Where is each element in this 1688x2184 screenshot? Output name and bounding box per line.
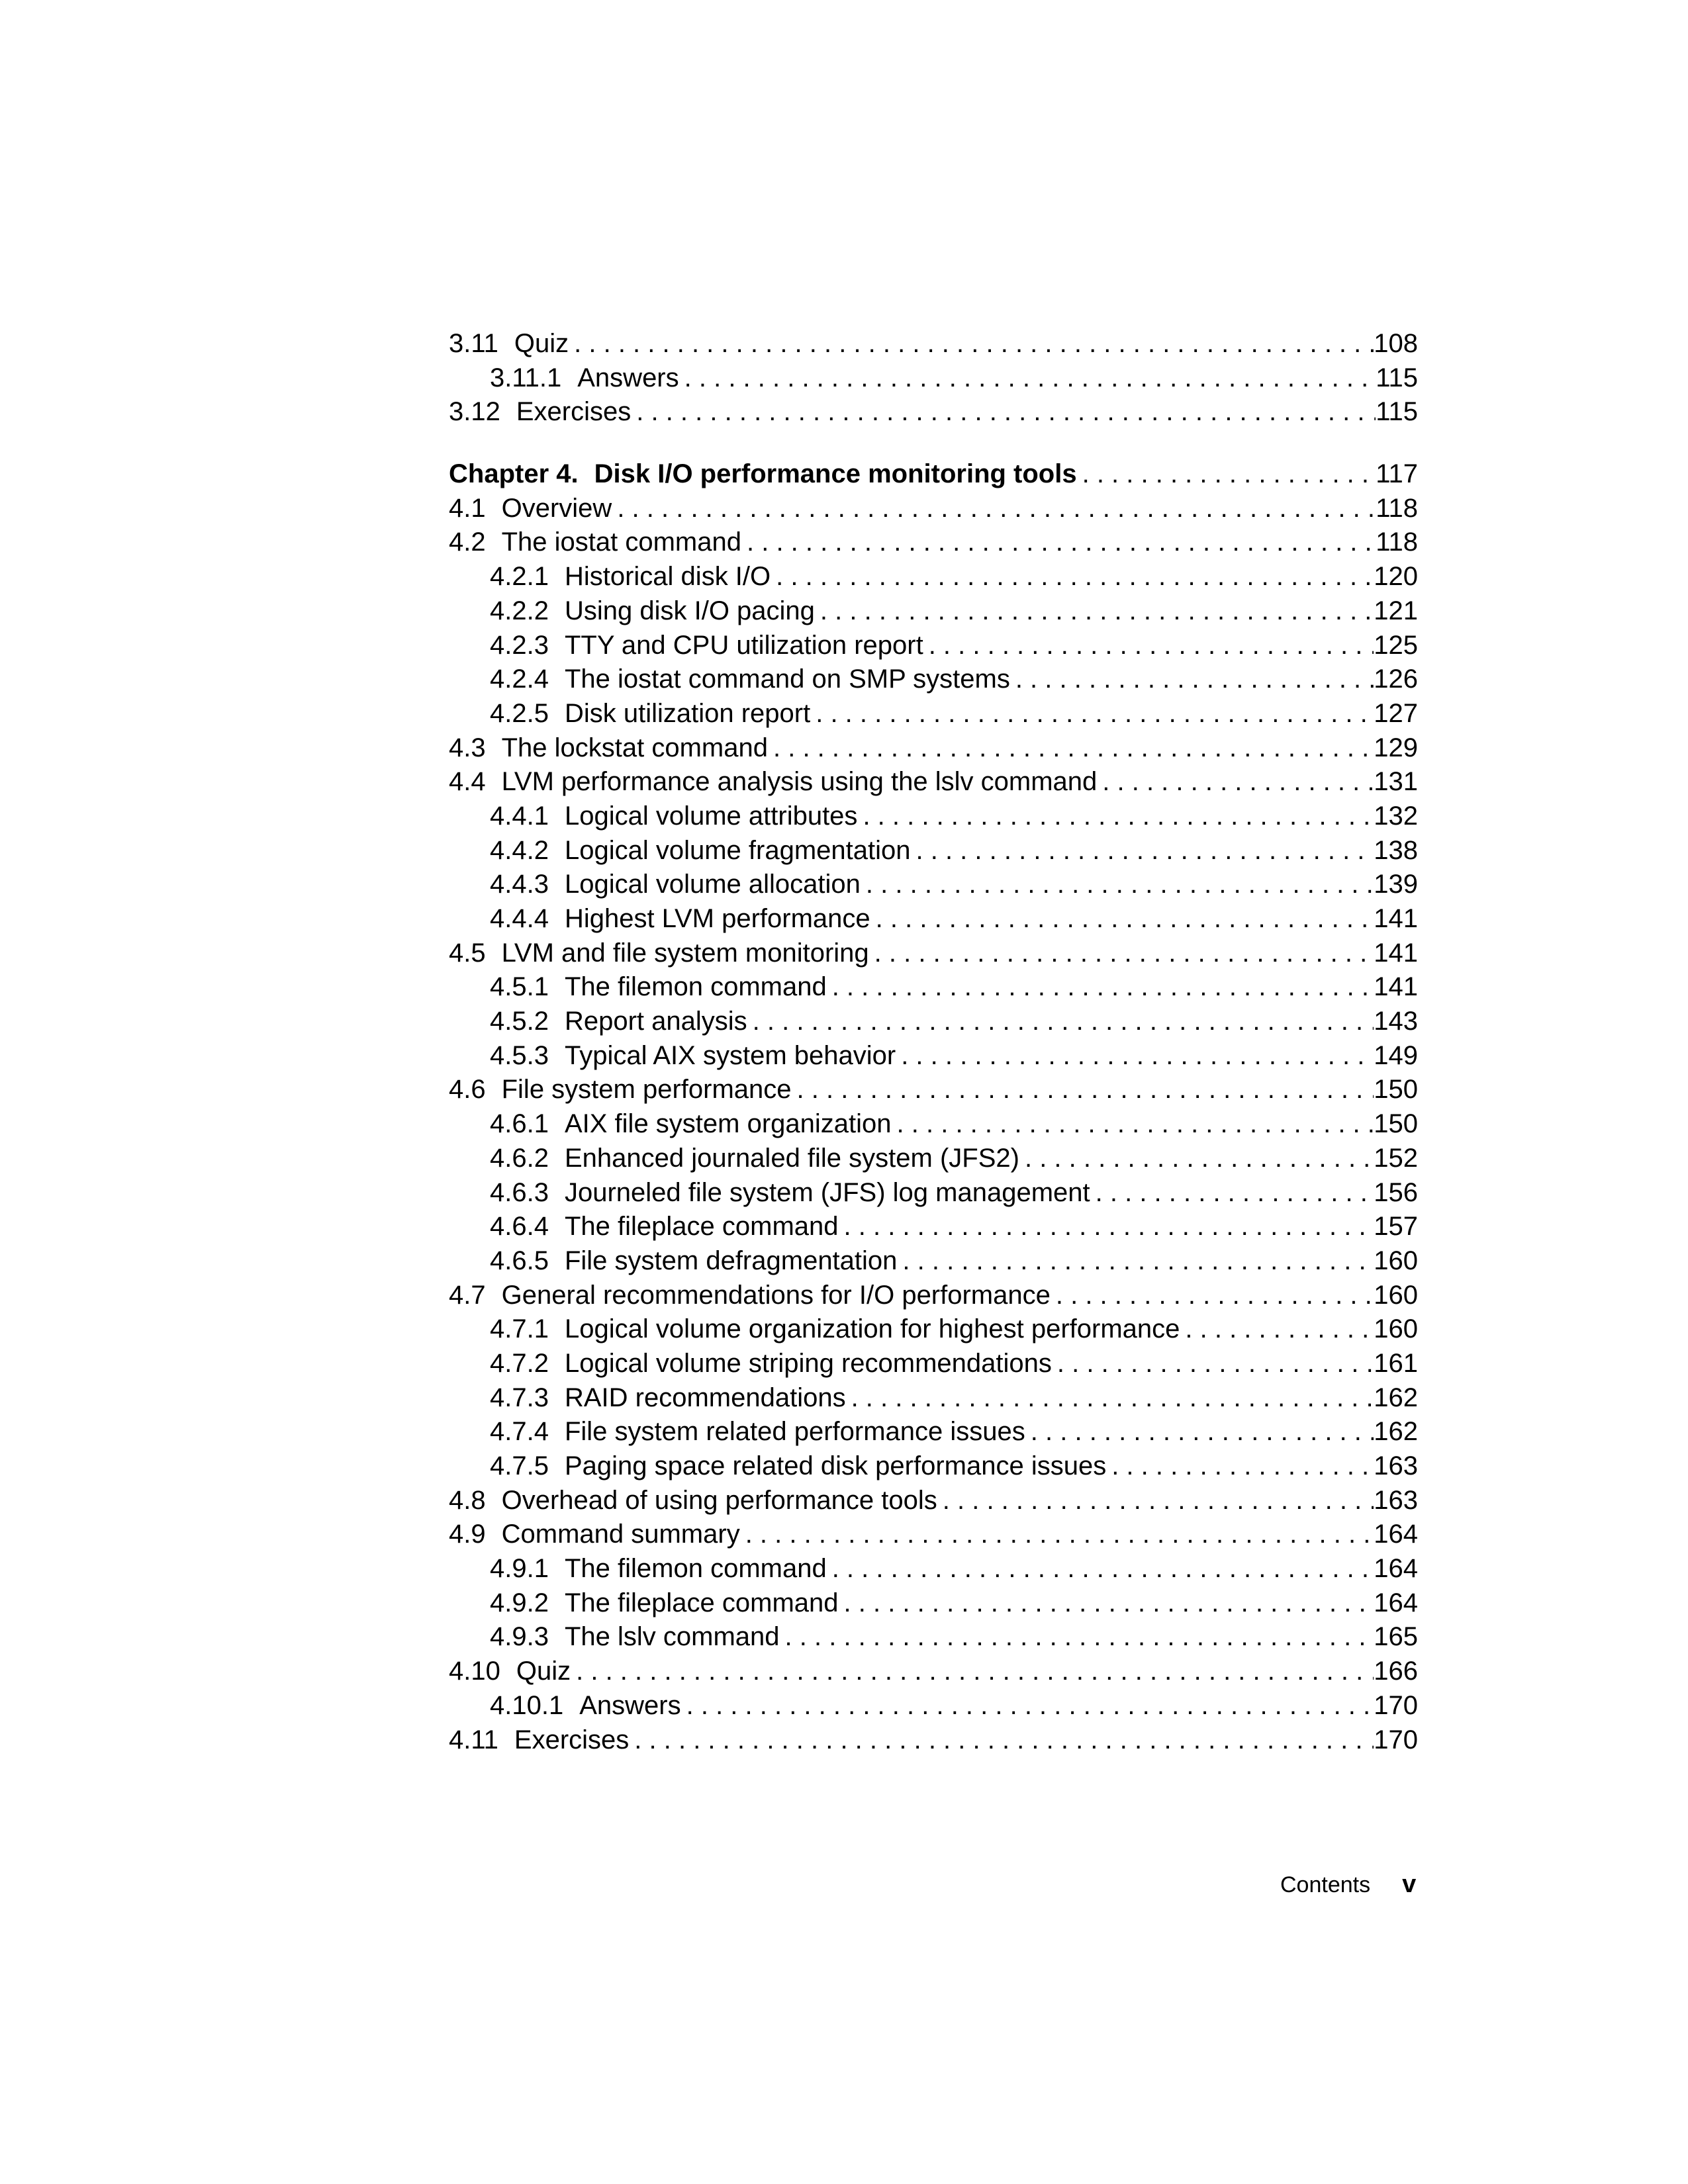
dot-leader: [612, 492, 1376, 526]
toc-entry-number: 4.6.4: [490, 1212, 549, 1242]
toc-chapter-title: Disk I/O performance monitoring tools: [594, 459, 1077, 489]
toc-entry-label: [490, 1176, 1090, 1210]
toc-entry-page: 141: [1374, 904, 1418, 933]
toc-entry-page: 166: [1374, 1657, 1418, 1686]
dot-leader: [629, 1723, 1374, 1758]
toc-entry[interactable]: [449, 1347, 1418, 1381]
toc-entry-page: 118: [1376, 493, 1418, 523]
toc-entry[interactable]: [449, 492, 1418, 526]
toc-entry-page: 164: [1374, 1554, 1418, 1584]
toc-entry[interactable]: [449, 629, 1418, 663]
dot-leader: [1090, 1176, 1374, 1210]
dot-leader: [1180, 1312, 1374, 1347]
toc-entry-title: Logical volume striping recommendations: [564, 1348, 1052, 1378]
toc-entry-number: 4.11: [449, 1725, 498, 1754]
toc-entry-number: 4.6.3: [490, 1177, 549, 1207]
dot-leader: [1106, 1449, 1374, 1484]
toc-entry-number: 4.4: [449, 767, 486, 797]
toc-entry-page: 120: [1374, 562, 1418, 592]
toc-entry-page: 160: [1374, 1246, 1418, 1275]
dot-leader: [768, 731, 1374, 766]
toc-entry-title: Exercises: [516, 397, 632, 427]
toc-entry-page: 139: [1374, 870, 1418, 899]
toc-entry[interactable]: [449, 902, 1418, 936]
dot-leader: [681, 1689, 1374, 1723]
toc-entry-title: RAID recommendations: [564, 1383, 846, 1412]
toc-entry-number: 4.1: [449, 493, 486, 523]
toc-entry-title: Overview: [501, 493, 612, 523]
toc-entry[interactable]: [449, 395, 1418, 430]
toc-entry-title: TTY and CPU utilization report: [564, 630, 923, 660]
toc-entry-label: [490, 1552, 827, 1586]
dot-leader: [827, 1552, 1374, 1586]
toc-entry-label: [449, 1073, 792, 1107]
toc-entry[interactable]: [449, 868, 1418, 902]
toc-entry-title: The lslv command: [564, 1622, 780, 1652]
toc-entry-title: Historical disk I/O: [564, 562, 771, 592]
toc-entry[interactable]: [449, 1689, 1418, 1723]
toc-entry-number: 4.7: [449, 1280, 486, 1310]
toc-entry-label: [449, 1518, 740, 1552]
toc-entry-number: 3.11.1: [490, 363, 562, 392]
toc-entry[interactable]: [449, 1449, 1418, 1484]
toc-entry-page: 165: [1374, 1622, 1418, 1652]
toc-entry-title: File system related performance issues: [564, 1417, 1025, 1447]
toc-entry[interactable]: [449, 1723, 1418, 1758]
toc-entry-title: Report analysis: [564, 1007, 747, 1036]
toc-entry-title: Using disk I/O pacing: [564, 596, 815, 625]
toc-entry[interactable]: [449, 1312, 1418, 1347]
toc-entry-label: [490, 970, 827, 1005]
toc-entry-number: 4.4.3: [490, 870, 549, 899]
dot-leader: [839, 1586, 1374, 1621]
toc-entry-label: [490, 1039, 896, 1073]
toc-entry-label: [490, 902, 870, 936]
toc-entry-label: [449, 936, 869, 971]
toc-entry-label: [490, 1107, 892, 1142]
toc-entry-label: [449, 395, 631, 430]
toc-entry[interactable]: [449, 1279, 1418, 1313]
toc-entry[interactable]: [449, 765, 1418, 799]
toc-entry-number: 4.9.3: [490, 1622, 549, 1652]
toc-entry-page: 108: [1374, 329, 1418, 358]
toc-entry-label: [490, 1312, 1180, 1347]
toc-entry[interactable]: [449, 799, 1418, 834]
toc-entry-label: [449, 1484, 937, 1518]
toc-entry-number: 4.2.5: [490, 698, 549, 728]
toc-entry-page: 141: [1374, 938, 1418, 968]
toc-entry-label: [449, 492, 612, 526]
dot-leader: [780, 1620, 1374, 1655]
toc-entry-number: 4.10: [449, 1657, 500, 1686]
dot-leader: [571, 1655, 1374, 1689]
toc-entry-label: [490, 662, 1010, 697]
toc-entry[interactable]: [449, 1142, 1418, 1176]
toc-entry-label: [490, 1005, 747, 1039]
dot-leader: [937, 1484, 1374, 1518]
toc-entry-number: 4.7.2: [490, 1348, 549, 1378]
toc-entry-label: [449, 327, 569, 361]
toc-entry-page: 143: [1374, 1007, 1418, 1036]
footer-section-label: Contents: [1280, 1872, 1371, 1897]
toc-entry-page: 150: [1374, 1075, 1418, 1105]
toc-entry-label: [490, 1244, 897, 1279]
toc-entry-title: LVM and file system monitoring: [501, 938, 869, 968]
toc-entry-page: 125: [1374, 630, 1418, 660]
toc-entry-title: Journeled file system (JFS) log management: [564, 1177, 1090, 1207]
toc-entry-number: 4.7.4: [490, 1417, 549, 1447]
toc-chapter-entry[interactable]: [449, 457, 1418, 492]
toc-entry-label: [490, 594, 815, 629]
toc-entry-number: 4.9.2: [490, 1588, 549, 1617]
toc-entry[interactable]: [449, 1518, 1418, 1552]
dot-leader: [1077, 457, 1376, 492]
page-footer: [1280, 1868, 1426, 1901]
toc-entry-label: [490, 1689, 681, 1723]
toc-entry-label: [449, 1655, 571, 1689]
dot-leader: [679, 361, 1376, 396]
toc-entry-label: [490, 1620, 780, 1655]
toc-entry-label: [490, 868, 861, 902]
toc-entry-page: 149: [1374, 1040, 1418, 1070]
toc-entry-title: Highest LVM performance: [564, 904, 870, 933]
dot-leader: [911, 834, 1374, 868]
toc-entry-number: 4.10.1: [490, 1690, 564, 1720]
toc-entry-page: 163: [1374, 1451, 1418, 1480]
toc-entry-number: 4.9: [449, 1520, 486, 1549]
toc-entry-number: 3.11: [449, 329, 498, 358]
toc-entry-page: 156: [1374, 1177, 1418, 1207]
toc-entry-label: [490, 697, 810, 731]
toc-entry-page: 131: [1374, 767, 1418, 797]
toc-entry-title: Typical AIX system behavior: [564, 1040, 896, 1070]
toc-entry-title: Disk utilization report: [564, 698, 811, 728]
toc-entry[interactable]: [449, 936, 1418, 971]
toc-entry-number: 4.7.1: [490, 1314, 549, 1344]
toc-entry-number: 4.4.1: [490, 801, 549, 831]
toc-entry-page: 118: [1376, 527, 1418, 557]
toc-entry[interactable]: [449, 1039, 1418, 1073]
toc-entry-number: 4.9.1: [490, 1554, 549, 1584]
toc-entry[interactable]: [449, 525, 1418, 560]
toc-entry-title: General recommendations for I/O performance: [501, 1280, 1051, 1310]
toc-entry-title: The filemon command: [564, 972, 827, 1002]
toc-entry-title: Logical volume fragmentation: [564, 835, 911, 865]
toc-entry-page: 160: [1374, 1314, 1418, 1344]
toc-entry-label: [490, 1449, 1106, 1484]
toc-entry-page: 164: [1374, 1520, 1418, 1549]
toc-entry[interactable]: [449, 1244, 1418, 1279]
toc-entry-title: LVM performance analysis using the lslv command: [501, 767, 1098, 797]
dot-leader: [740, 1518, 1374, 1552]
toc-entry-title: File system performance: [501, 1075, 792, 1105]
toc-entry[interactable]: [449, 970, 1418, 1005]
dot-leader: [896, 1039, 1374, 1073]
toc-entry-label: [490, 834, 911, 868]
toc-entry-number: 4.5.2: [490, 1007, 549, 1036]
toc-entry-label: [449, 731, 768, 766]
toc-entry-number: 4.5.1: [490, 972, 549, 1002]
toc-entry-label: [490, 1415, 1025, 1449]
toc-entry-title: The fileplace command: [564, 1212, 839, 1242]
dot-leader: [846, 1381, 1374, 1416]
toc-entry-number: 4.2: [449, 527, 486, 557]
toc-entry-label: [490, 1586, 839, 1621]
dot-leader: [1025, 1415, 1374, 1449]
toc-entry-number: 4.6: [449, 1075, 486, 1105]
toc-entry-page: 170: [1374, 1690, 1418, 1720]
toc-entry-number: 4.3: [449, 733, 486, 762]
toc-entry-label: [490, 361, 679, 396]
dot-leader: [569, 327, 1374, 361]
toc-entry[interactable]: [449, 697, 1418, 731]
toc-entry-page: 150: [1374, 1109, 1418, 1139]
toc-entry-label: [449, 765, 1097, 799]
toc-entry-number: 4.7.5: [490, 1451, 549, 1480]
toc-entry[interactable]: [449, 1415, 1418, 1449]
toc-entry-label: [490, 1347, 1052, 1381]
dot-leader: [771, 560, 1374, 594]
toc-entry[interactable]: [449, 662, 1418, 697]
toc-entry-label: [449, 457, 1077, 492]
toc-entry-number: 4.6.1: [490, 1109, 549, 1139]
toc-entry[interactable]: [449, 834, 1418, 868]
toc-entry-number: 4.4.2: [490, 835, 549, 865]
dot-leader: [1052, 1347, 1374, 1381]
toc-entry-number: 4.2.2: [490, 596, 549, 625]
toc-entry-page: 162: [1374, 1383, 1418, 1412]
toc-entry-page: 138: [1374, 835, 1418, 865]
toc-entry-page: 160: [1374, 1280, 1418, 1310]
toc-entry-label: [449, 1723, 629, 1758]
toc-entry-title: The iostat command on SMP systems: [564, 664, 1010, 694]
dot-leader: [839, 1210, 1374, 1244]
toc-entry-page: 115: [1376, 363, 1418, 392]
toc-entry[interactable]: [449, 1107, 1418, 1142]
toc-entry-number: 4.6.2: [490, 1143, 549, 1173]
dot-leader: [1019, 1142, 1374, 1176]
dot-leader: [1051, 1279, 1374, 1313]
toc-entry-number: 4.5.3: [490, 1040, 549, 1070]
toc-entry-page: 126: [1374, 664, 1418, 694]
toc-entry[interactable]: [449, 1484, 1418, 1518]
toc-entry-number: 4.7.3: [490, 1383, 549, 1412]
toc-entry-title: Command summary: [501, 1520, 740, 1549]
toc-entry-page: 152: [1374, 1143, 1418, 1173]
toc-entry-page: 141: [1374, 972, 1418, 1002]
toc-entry-label: [490, 560, 771, 594]
dot-leader: [815, 594, 1374, 629]
toc-entry-title: Quiz: [516, 1657, 571, 1686]
toc-entry[interactable]: [449, 731, 1418, 766]
dot-leader: [747, 1005, 1374, 1039]
dot-leader: [810, 697, 1374, 731]
toc-entry[interactable]: [449, 361, 1418, 396]
toc-entry-title: Enhanced journaled file system (JFS2): [564, 1143, 1019, 1173]
toc-entry-page: 115: [1376, 397, 1418, 427]
toc-entry-number: 4.4.4: [490, 904, 549, 933]
dot-leader: [827, 970, 1374, 1005]
toc-entry[interactable]: [449, 1552, 1418, 1586]
toc-entry-title: Logical volume attributes: [564, 801, 858, 831]
toc-entry-label: [490, 1381, 846, 1416]
toc-entry-label: [490, 1210, 839, 1244]
toc-entry-number: 4.2.4: [490, 664, 549, 694]
toc-entry-title: File system defragmentation: [564, 1246, 898, 1275]
toc-entry[interactable]: [449, 1073, 1418, 1107]
toc-entry-title: AIX file system organization: [564, 1109, 892, 1139]
toc-entry[interactable]: [449, 1005, 1418, 1039]
toc-entry[interactable]: [449, 594, 1418, 629]
toc-entry[interactable]: [449, 1655, 1418, 1689]
toc-entry-page: 129: [1374, 733, 1418, 762]
toc-entry-title: Exercises: [514, 1725, 630, 1754]
toc-entry[interactable]: [449, 1210, 1418, 1244]
table-of-contents: [449, 327, 1418, 1757]
toc-chapter-number: Chapter 4.: [449, 459, 579, 489]
toc-entry-page: 161: [1374, 1348, 1418, 1378]
toc-entry-page: 127: [1374, 698, 1418, 728]
toc-entry-title: Logical volume allocation: [564, 870, 861, 899]
dot-leader: [892, 1107, 1374, 1142]
toc-entry-page: 157: [1374, 1212, 1418, 1242]
toc-entry[interactable]: [449, 560, 1418, 594]
toc-entry-number: 3.12: [449, 397, 500, 427]
toc-entry[interactable]: [449, 1176, 1418, 1210]
toc-entry-title: Answers: [579, 1690, 681, 1720]
dot-leader: [897, 1244, 1374, 1279]
toc-entry[interactable]: [449, 1620, 1418, 1655]
toc-entry-page: 163: [1374, 1485, 1418, 1515]
dot-leader: [857, 799, 1374, 834]
dot-leader: [869, 936, 1374, 971]
footer-page-number: v: [1402, 1870, 1417, 1898]
dot-leader: [870, 902, 1374, 936]
toc-entry-page: 132: [1374, 801, 1418, 831]
toc-entry-number: 4.2.3: [490, 630, 549, 660]
dot-leader: [1097, 765, 1374, 799]
dot-leader: [792, 1073, 1374, 1107]
toc-entry-title: Quiz: [514, 329, 569, 358]
toc-entry-title: Answers: [577, 363, 679, 392]
toc-entry-title: The filemon command: [564, 1554, 827, 1584]
toc-entry-title: Paging space related disk performance issues: [564, 1451, 1107, 1480]
dot-leader: [631, 395, 1376, 430]
toc-entry-title: Logical volume organization for highest performance: [564, 1314, 1180, 1344]
toc-entry-page: 170: [1374, 1725, 1418, 1754]
toc-entry-label: [490, 629, 923, 663]
toc-entry-number: 4.2.1: [490, 562, 549, 592]
dot-leader: [741, 525, 1376, 560]
toc-entry-page: 162: [1374, 1417, 1418, 1447]
toc-entry-label: [449, 525, 741, 560]
toc-entry[interactable]: [449, 1586, 1418, 1621]
toc-entry-number: 4.6.5: [490, 1246, 549, 1275]
toc-entry-label: [490, 799, 857, 834]
toc-entry-title: The lockstat command: [501, 733, 768, 762]
toc-entry[interactable]: [449, 327, 1418, 361]
toc-entry-label: [449, 1279, 1051, 1313]
toc-entry-title: The fileplace command: [564, 1588, 839, 1617]
toc-entry[interactable]: [449, 1381, 1418, 1416]
toc-entry-page: 117: [1376, 459, 1418, 489]
toc-entry-page: 121: [1374, 596, 1418, 625]
dot-leader: [1010, 662, 1374, 697]
toc-entry-title: The iostat command: [501, 527, 741, 557]
toc-entry-page: 164: [1374, 1588, 1418, 1617]
dot-leader: [923, 629, 1374, 663]
toc-entry-label: [490, 1142, 1019, 1176]
toc-entry-number: 4.5: [449, 938, 486, 968]
dot-leader: [861, 868, 1374, 902]
toc-entry-number: 4.8: [449, 1485, 486, 1515]
toc-entry-title: Overhead of using performance tools: [501, 1485, 937, 1515]
